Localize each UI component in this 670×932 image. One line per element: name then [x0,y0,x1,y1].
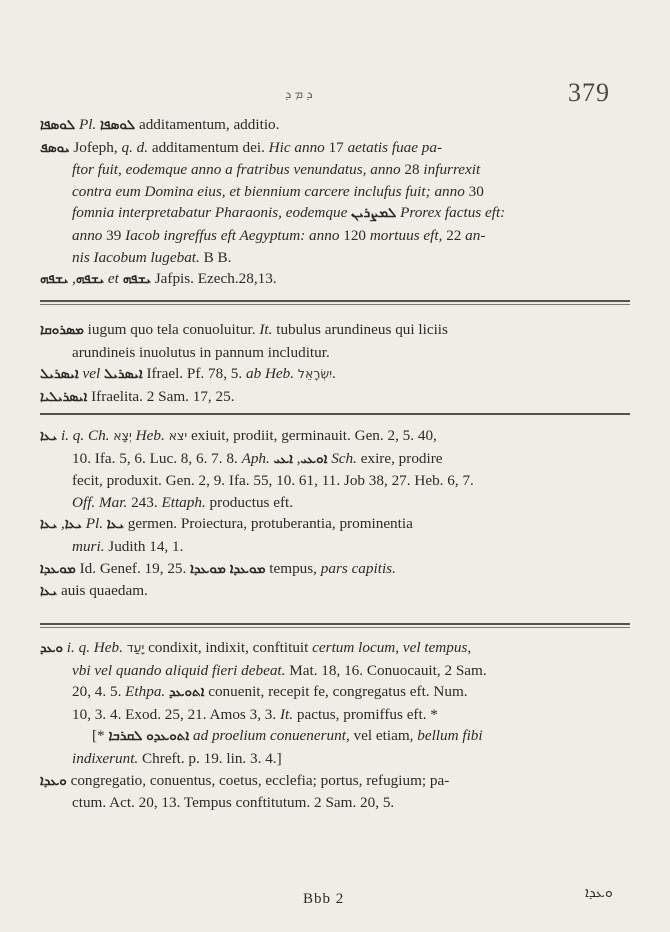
entry-line: contra eum Domina eius, et biennium carcere inclufus fuit; anno 30 [72,182,484,200]
entry-line: Off. Mar. 243. Ettaph. productus eft. [72,493,294,511]
entry-line: ܡܘܥܕܐ Id. Genef. 19, 25. ܡܘܥܕܐ ܡܘܥܕܐ tempus, pars capitis. [40,559,396,577]
entry-line: vbi vel quando aliquid fieri debeat. Mat. 18, 16. Conuocauit, 2 Sam. [72,661,487,679]
entry-line: ܡܣܪܘܩܐ iugum quo tela conuoluitur. It. tubulus arundineus qui liciis [40,321,448,338]
section-divider [40,413,630,415]
entry-line: ܝܥܐ, ܝܥܐ Pl. ܝܥܐ germen. Proiectura, protuberantia, prominentia [40,515,413,533]
entry-line: indixerunt. Chreft. p. 19. lin. 3. 4.] [72,749,282,767]
entry-line: anno 39 Iacob ingreffus eft Aegyptum: anno 120 mortuus eft, 22 an- [72,226,486,244]
entry-line: fecit, produxit. Gen. 2, 9. Ifa. 55, 10. 61, 11. Job 38, 27. Heb. 6, 7. [72,472,474,490]
section-divider [40,623,630,625]
page-number: 379 [568,78,610,107]
entry-line: fomnia interpretabatur Pharaonis, eodemque ܠܡܨܪܝܢ Prorex factus eft: [72,204,506,222]
entry-line: ܠܘܣܦܐ Pl. ܠܘܣܦܐ additamentum, additio. [40,116,280,133]
entry-line: nis Iacobum lugebat. B B. [72,248,232,266]
entry-block-yaa [40,425,630,603]
entry-line: ܝܥܐ auis quaedam. [40,582,148,600]
entry-block-lwsp-ywsp [40,114,630,291]
entry-line: 10. Ifa. 5, 6. Luc. 8, 6. 7. 8. Aph. ܐܘܥܝ, ܐܥܝ Sch. exire, prodire [72,449,443,467]
entry-line: ܝܘܣܦ Jofeph, q. d. additamentum dei. Hic anno 17 aetatis fuae pa- [40,138,443,156]
entry-line: ܐܝܣܪܝܠܝܐ Ifraelita. 2 Sam. 17, 25. [40,387,235,405]
entry-line: ctum. Act. 20, 13. Tempus conftitutum. 2 Sam. 20, 5. [72,794,395,812]
entry-line: ܘܥܕ i. q. Heb. יָעַד condixit, indixit, conftituit certum locum, vel tempus, [40,639,472,656]
signature-mark: Bbb 2 [303,891,345,907]
section-divider-thin [40,304,630,305]
entry-line: ftor fuit, eodemque anno a fratribus venundatus, anno 28 infurrexit [72,161,481,179]
entry-line: 10, 3. 4. Exod. 25, 21. Amos 3, 3. It. pactus, promiffus eft. * [72,705,438,723]
entry-line: 20, 4. 5. Ethpa. ܐܬܘܥܕ conuenit, recepit fe, congregatus eft. Num. [72,683,468,701]
entry-line: ܘܥܕܐ congregatio, conuentus, coetus, ecclefia; portus, refugium; pa- [40,771,450,789]
section-divider-thin [40,627,630,628]
entry-line: muri. Judith 14, 1. [72,537,184,555]
catchword: ܘܥܕܐ [585,886,613,901]
running-head: ܕ ܡ ܕ [285,86,313,101]
entry-line: [* ܐܬܘܥܕܘ ܠܩܪܒܐ ad proelium conuenerunt, vel etiam, bellum fibi [92,727,483,745]
entry-line: ܝܫܦܗ, ܝܫܦܗ et ܝܫܦܗ Jafpis. Ezech.28,13. [40,270,277,288]
entry-line: ܝܥܐ i. q. Ch. יְצָא Heb. יצא exiuit, prodiit, germinauit. Gen. 2, 5. 40, [40,427,437,444]
entry-block-msrwq-isrl [40,319,630,408]
entry-line: ܐܝܣܪܝܠ vel ܐܝܣܪܝܠ Ifrael. Pf. 78, 5. ab Heb. יִשְׂרָאֵל. [40,365,336,383]
entry-line: arundineis inuolutus in pannum includitur. [72,343,330,361]
section-divider [40,300,630,302]
entry-block-wad [40,637,630,814]
